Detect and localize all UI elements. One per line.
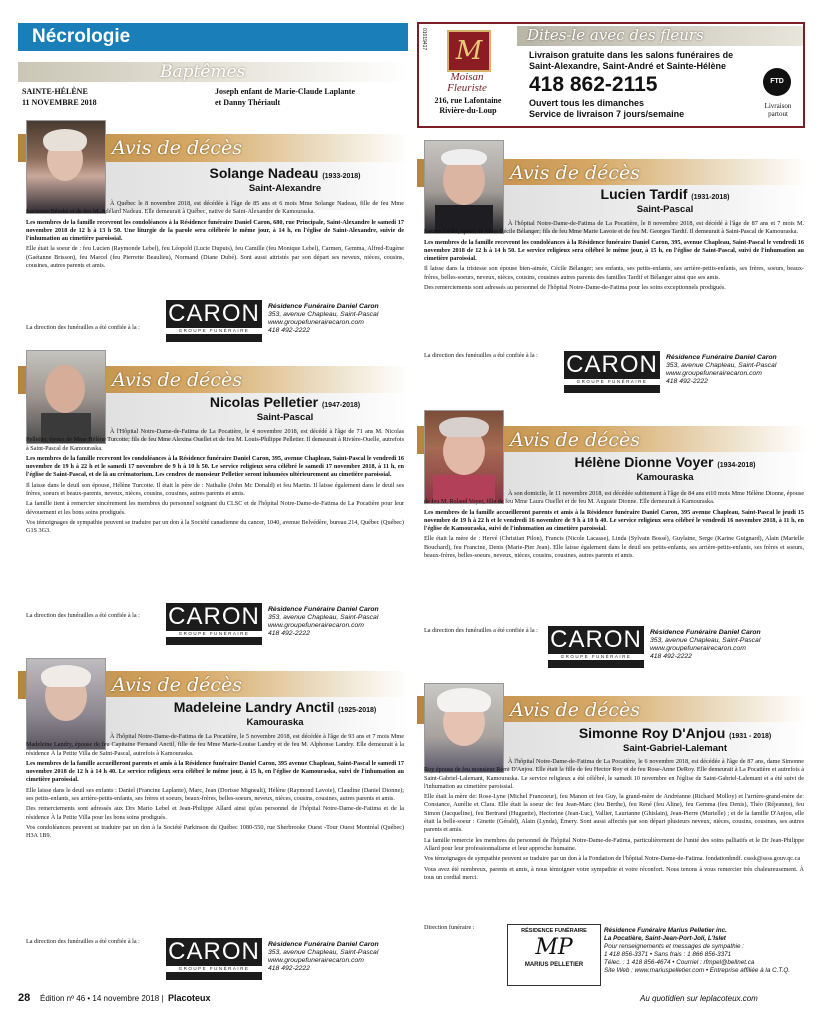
footer-tagline: Au quotidien sur leplacoteux.com — [640, 994, 758, 1003]
section-title: Nécrologie — [18, 23, 408, 51]
funeral-home-info: Résidence Funéraire Daniel Caron 353, avenue Chapleau, Saint-Pascal www.groupefunerairecaron.com 418 492-2222 — [268, 303, 379, 334]
florist-address2: Rivière-du-Loup — [439, 106, 497, 115]
avis-title: Avis de décès — [112, 369, 243, 391]
obituary-text: À Québec le 8 novembre 2018, est décédée à l'âge de 85 ans et 6 mois Mme Solange Nadeau, fille de feu Mme Lucienne Bérubé et de feu M. Adélard Nadeau. Elle demeurait à Québec, native de Saint-Alexandre de Kamouraska. Les membres de la famille recevront les condoléances à la Résidence funéraire Daniel Caron, 680, rue Principale, Saint-Alexandre le samedi 17 novembre 2018 de 12 h à 13 h 50. Une liturgie de la parole sera célébrée le même jour, à 14 h, en l'église de Saint-Alexandre, suivie de l'inhumation au cimetière paroissial. Elle était la soeur de : feu Lucien (Raymonde Lebel), feu Léopold (Lucie Dupuis), feu Camille (feu Monique Lebel), Carmen, Gemma, Alfred-Eugène (Gaétanne Brisson), feu Marcel (feu Pierrette Beaulieu), Normand (Diane Dubé). Sont aussi attristés par son départ ses neveux, nièces, cousins, cousines, autres parents et amis. — [26, 200, 404, 270]
caron-logo: CARON GROUPE FUNÉRAIRE — [166, 938, 262, 980]
funeral-home-info: Résidence Funéraire Daniel Caron 353, avenue Chapleau, Saint-Pascal www.groupefunerairecaron.com 418 492-2222 — [268, 606, 379, 637]
avis-title: Avis de décès — [510, 162, 641, 184]
florist-name: Moisan Fleuriste — [447, 71, 487, 94]
deceased-place: Saint-Pascal — [256, 412, 314, 423]
pelletier-info: Résidence Funéraire Marius Pelletier inc. La Pocatière, Saint-Jean-Port-Joli, L'Islet Pour renseignements et messages de sympathie : 1 418 856-3371 • Sans frais : 1 866 856-3371 Télec. : 1 418 856-4674 • Courriel : rfmpel@bellnet.ca Site Web : www.mariuspelletier.com • Entreprise affiliée à la C.T.Q. — [604, 927, 791, 974]
deceased-place: Saint-Pascal — [636, 204, 694, 215]
newspaper-name: Placoteux — [168, 993, 211, 1003]
funeral-home-info: Résidence Funéraire Daniel Caron 353, avenue Chapleau, Saint-Pascal www.groupefunerairecaron.com 418 492-2222 — [268, 941, 379, 972]
deceased-name: Nicolas Pelletier (1947-2018) — [209, 394, 361, 410]
deceased-name: Simonne Roy D'Anjou (1931 - 2018) — [578, 725, 772, 741]
ad-delivery1: Livraison gratuite dans les salons funéraires de — [529, 50, 734, 60]
caron-logo: CARON GROUPE FUNÉRAIRE — [166, 603, 262, 645]
bapteme-date: 11 NOVEMBRE 2018 — [22, 98, 97, 107]
funeral-home-info: Résidence Funéraire Daniel Caron 353, avenue Chapleau, Saint-Pascal www.groupefunerairecaron.com 418 492-2222 — [666, 354, 777, 385]
baptemes-title: Baptêmes — [160, 62, 246, 82]
ad-code: 01019417 — [421, 28, 427, 51]
edition-info: Édition nº 46 • 14 novembre 2018 | — [40, 994, 164, 1003]
florist-logo-icon: M — [447, 30, 491, 72]
ad-livraison2: partout — [768, 110, 788, 118]
bapteme-entry-line2: et Danny Thériault — [215, 98, 281, 107]
florist-ad[interactable] — [417, 22, 805, 128]
avis-title: Avis de décès — [112, 137, 243, 159]
avis-title: Avis de décès — [510, 429, 641, 451]
direction-label: La direction des funérailles a été confiée à la : — [26, 324, 140, 331]
ad-headline: Dites-le avec des fleurs — [527, 26, 704, 44]
obituary-text: À l'hôpital Notre-Dame-de-Fatima de La Pocatière, le 8 novembre 2018, est décédé à l'âge de 87 ans et 7 mois M. Lucien Tardif, époux de Mme Cécile Bélanger; fils de feu Mme Marie Lavoie et de feu M. Georges Tardif. Il demeurait à Saint-Pascal de Kamouraska. Les membres de la famille recevront les condoléances à la Résidence funéraire Daniel Caron, 395, avenue Chapleau, Saint-Pascal le vendredi 16 novembre 2018 de 12 h à 14 h 50. Le service religieux sera célébré le même jour, à 15 h, en l'église de Saint-Pascal, suivi de l'inhumation au cimetière paroissial. Il laisse dans la tristesse son épouse bien-aimée, Cécile Bélanger; ses enfants, ses petits-enfants, ses arrière-petits-enfants, ses frères, soeurs, beaux-frères, belles-soeurs, neveux, nièces, cousins, cousines autres parents des familles Tardif et Bélanger ainsi que ses amis. Des remerciements sont adressés au personnel de l'hôpital Notre-Dame-de-Fatima pour les soins exceptionnels prodigués. — [424, 220, 804, 292]
obituary-text: À son domicile, le 11 novembre 2018, est décédée subitement à l'âge de 84 ans et10 mois Mme Hélène Dionne, épouse de feu M. Roland Voyer, fille de feu Mme Laura Ouellet et de feu M. Auguste Dionne. Elle demeurait à Kamouraska. Les membres de la famille accueilleront parents et amis à la Résidence funéraire Daniel Caron, 395 avenue Chapleau, Saint-Pascal le jeudi 15 novembre de 19 h à 22 h et le vendredi 16 novembre de 9 h à 10 h 40. Le service religieux sera célébré le vendredi 16 novembre 2018, à 11 h, en l'église de Kamouraska, suivi de l'inhumation au cimetière paroissial. Elle était la mère de : Hervé (Christian Pilon), Francis (Nicole Lacasse), Linda (Sylvain Bossé), Guylaine, Serge (Karine Guignard), Alain (Marielle Bouchard), feu Francine, Denis (Marie-Pier Jean). Elle laisse également dans le deuil ses petits-enfants, ses arrière-petits-enfants, ses frères et soeurs, beaux-frères, belles-soeurs, neveux, nièces, cousins, cousines, autres parents et amis. — [424, 490, 804, 560]
florist-address1: 216, rue Lafontaine — [434, 96, 502, 105]
caron-logo: CARON GROUPE FUNÉRAIRE — [166, 300, 262, 342]
direction-label: Direction funéraire : — [424, 924, 475, 931]
funeral-home-info: Résidence Funéraire Daniel Caron 353, avenue Chapleau, Saint-Pascal www.groupefunerairecaron.com 418 492-2222 — [650, 629, 761, 660]
direction-label: La direction des funérailles a été confiée à la : — [26, 612, 140, 619]
ad-open2: Service de livraison 7 jours/semaine — [529, 109, 685, 119]
obituary-text: À l'hôpital Notre-Dame-de-Fatima de La Pocatière, le 6 novembre 2018, est décédée à l'âge de 87 ans, dame Simonne Roy épouse de feu monsieur Rémi D'Anjou. Elle était la fille de feu Hector Roy et de feu Rose-Anne DeRoy. Elle demeurait à La Pocatière et autrefois à Saint-Gabriel-Lalemant, Kamouraska. Le service religieux a été célébré, le samedi 10 novembre en l'église de Saint-Gabriel-Lalemant et a été suivi de l'inhumation au cimetière paroissial. Elle était la mère de: Rose-Lyne (Michel Francoeur), feu Manon et feu Guy, la grand-mère de Andréanne (Richard Molloy) et l'arrière-grand-mère de: Constance, Aurélie et Clara. Elle était la soeur de: feu Jean-Marc (feu Berthe), feu René (feu Aline), feu Gemma (feu Denis), Théo (Réjeanne), feu Simon (Jacqueline), feu Bertrand (Huguette), Hectorine (Jean-Luc), Vallier, Laurianne (Ghislain), Jean-Pierre (Murielle) ; et de la famille D'Anjou, elle était la belle-soeur : Ginette (Gérald), Alain (Lynda), Émery. Sont aussi affectés par son départ plusieurs neveux, nièces, cousins, cousines, ses autres parents et amis. La famille remercie les membres du personnel de l'hôpital Notre-Dame-de-Fatima, particulièrement de l'unité des soins palliatifs et le Dr Jean-Philippe Allard pour leur professionnalisme et leur approche humaine. Vos témoignages de sympathie peuvent se traduire par un don à la Fondation de l'hôpital Notre-Dame-de-Fatima. fondationhndf. csssk@ssss.gouv.qc.ca Vous avez été nombreux, parents et amis, à nous témoigner votre sympathie et votre réconfort. Nous tenons à vous remercier très chaleureusement. À tous un cordial merci. — [424, 758, 804, 881]
deceased-name: Lucien Tardif (1931-2018) — [600, 186, 730, 202]
page-number: 28 — [18, 992, 31, 1004]
ad-delivery2: Saint-Alexandre, Saint-André et Sainte-Hélène — [529, 61, 727, 71]
obituary-text: À l'hôpital Notre-Dame-de-Fatima de La Pocatière, le 5 novembre 2018, est décédée à l'âge de 93 ans et 7 mois Mme Madeleine Landry, épouse de feu Capitaine Fernand Anctil, fille de feu Mme Marie-Louise Landry et de feu M. Alphonse Landry. Elle demeurait à la résidence À la Petite Villa de Saint-Pascal, autrefois à Kamouraska. Les membres de la famille accueilleront parents et amis à la Résidence funéraire Daniel Caron, 395 avenue Chapleau, Saint-Pascal le samedi 17 novembre 2018 de 12 h à 14 h 40. Le service religieux sera célébré le même jour, à 15 h, en l'église de Kamouraska, suivi de l'inhumation au cimetière paroissial. Elle laisse dans le deuil ses enfants : Daniel (Francine Laplante), Marc, Jean (Dorisse Mignealt), Hélène (Raymond Lavoie), Claudine (Daniel Dionne); ses petits-enfants, ses arrière-petits-enfants, ses frères et soeurs, beaux-frères, belles-soeurs, neveux, nièces, cousins, cousines, autres parents et amis. Des remerciements sont adressés aux Drs Mario Lebel et Jean-Philippe Allard ainsi qu'au personnel de l'hôpital Notre-Dame-de-Fatima et de la résidence À la Petite Villa pour les bons soins prodigués. Vos condoléances peuvent se traduire par un don à la Société Parkinson du Québec 1080-550, rue Sherbrooke Ouest -Tour Ouest Montréal (Québec) H3A 1B9. — [26, 733, 404, 840]
ad-open1: Ouvert tous les dimanches — [529, 98, 645, 108]
direction-label: La direction des funérailles a été confiée à la : — [424, 352, 538, 359]
deceased-place: Saint-Gabriel-Lalemant — [623, 743, 727, 754]
mp-monogram-icon: MP — [535, 935, 573, 960]
deceased-name: Madeleine Landry Anctil (1925-2018) — [173, 699, 377, 715]
deceased-name: Hélène Dionne Voyer (1934-2018) — [574, 454, 756, 470]
ftd-logo-icon: FTD — [763, 68, 791, 96]
deceased-place: Kamouraska — [636, 472, 694, 483]
obituary-text: À l'Hôpital Notre-Dame-de-Fatima de La Pocatière, le 4 novembre 2018, est décédé à l'âge de 71 ans M. Nicolas Pelletier, époux de Mme Hélène Turcotte; fils de feu Mme Alexina Ouellet et de feu M. Louis-Philippe Pelletier. Il demeurait à Rivière-Ouelle, autrefois à Saint-Pascal de Kamouraska. Les membres de la famille recevront les condoléances à la Résidence funéraire Daniel Caron, 395, avenue Chapleau, Saint-Pascal le vendredi 16 novembre de 19 h à 22 h et le samedi 17 novembre de 9 h à 10 h 50. Le service religieux sera célébré le samedi 17 novembre 2018, à 11 h, en l'église de Saint-Pascal, et de là au crématorium. Les cendres de monsieur Pelletier seront inhumées ultérieurement au cimetière paroissial. Il laisse dans le deuil son épouse, Hélène Turcotte. Il était le père de : Nathalie (John Mc Donald) et feu Martin. Il laisse également dans le deuil ses frères, soeurs et beaux-parents, neveux, nièces, cousins, cousines, autres parents et amis. La famille tient à remercier sincèrement les membres du personnel soignant du CLSC et de l'hôpital Notre-Dame-de-Fatima de La Pocatière pour leur dévouement et les bons soins prodigués. Vos témoignages de sympathie peuvent se traduire par un don à la Société canadienne du cancer, 1040, avenue Belvédère, bureau 214, Québec (Québec) G1S 3G3. — [26, 428, 404, 535]
direction-label: La direction des funérailles a été confiée à la : — [26, 938, 140, 945]
avis-title: Avis de décès — [112, 674, 243, 696]
direction-label: La direction des funérailles a été confiée à la : — [424, 627, 538, 634]
bapteme-location: SAINTE-HÉLÈNE — [22, 87, 88, 96]
pelletier-logo: RÉSIDENCE FUNÉRAIRE MP MARIUS PELLETIER — [507, 924, 601, 986]
deceased-name: Solange Nadeau (1933-2018) — [209, 165, 361, 181]
ad-phone[interactable]: 418 862-2115 — [529, 73, 658, 96]
deceased-place: Kamouraska — [246, 717, 304, 728]
caron-logo: CARON GROUPE FUNÉRAIRE — [564, 351, 660, 393]
avis-title: Avis de décès — [510, 699, 641, 721]
ad-livraison1: Livraison — [764, 102, 792, 110]
caron-logo: CARON GROUPE FUNÉRAIRE — [548, 626, 644, 668]
bapteme-entry-line1: Joseph enfant de Marie-Claude Laplante — [215, 87, 355, 96]
deceased-place: Saint-Alexandre — [248, 183, 322, 194]
